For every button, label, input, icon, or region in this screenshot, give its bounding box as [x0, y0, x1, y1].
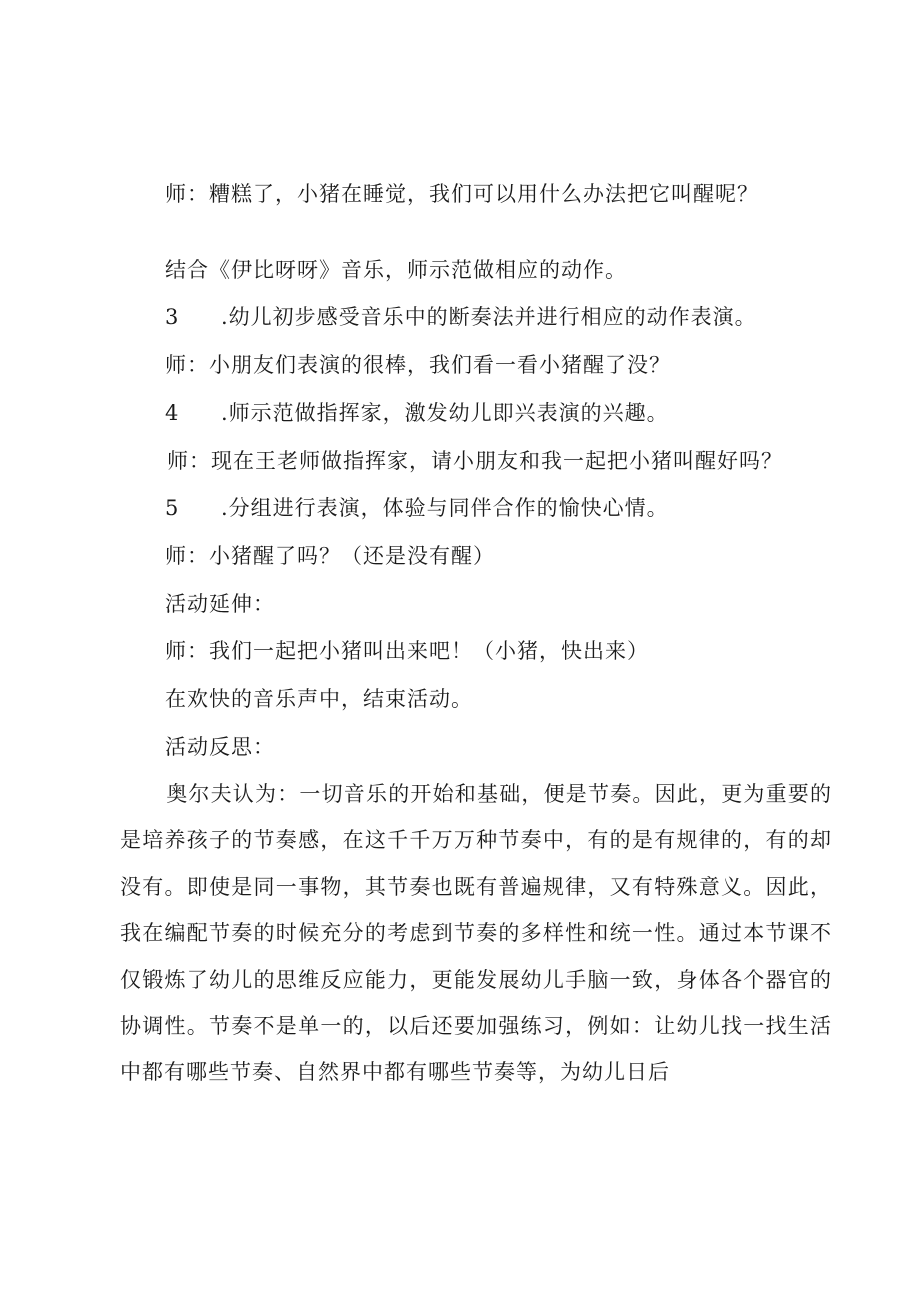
reflection-paragraph: [120, 771, 832, 1096]
teacher-line-wake-pig: 师：糟糕了，小猪在睡觉，我们可以用什么办法把它叫醒呢？: [165, 182, 759, 206]
step-3: [165, 303, 757, 331]
activity-reflection-heading: 活动反思：: [165, 735, 275, 759]
step-5: [165, 494, 669, 522]
teacher-line-pig-awake: 师：小猪醒了吗？（还是没有醒）: [165, 544, 495, 568]
step-5-number: 5: [165, 496, 180, 520]
closing-line: 在欢快的音乐声中，结束活动。: [165, 687, 473, 711]
teacher-line-conductor: 师：现在王老师做指挥家，请小朋友和我一起把小猪叫醒好吗？: [167, 449, 783, 473]
step-3-text: .幼儿初步感受音乐中的断奏法并进行相应的动作表演。: [221, 305, 757, 329]
step-5-text: .分组进行表演，体验与同伴合作的愉快心情。: [221, 496, 669, 520]
activity-extension-heading: 活动延伸：: [165, 592, 275, 616]
step-4-number: 4: [165, 401, 180, 425]
step-4-text: .师示范做指挥家，激发幼儿即兴表演的兴趣。: [221, 401, 669, 425]
step-3-number: 3: [165, 305, 180, 329]
step-4: [165, 399, 669, 427]
reflection-text: 奥尔夫认为：一切音乐的开始和基础，便是节奏。因此，更为重要的是培养孩子的节奏感，在这千千万万种节奏中，有的是有规律的，有的却没有。即使是同一事物，其节奏也既有普遍规律，又有特殊意义。因此，我在编配节奏的时候充分的考虑到节奏的多样性和统一性。通过本节课不仅锻炼了幼儿的思维反应能力，更能发展幼儿手脑一致，身体各个器官的协调性。节奏不是单一的，以后还要加强练习，例如：让幼儿找一找生活中都有哪些节奏、自然界中都有哪些节奏等，为幼儿日后: [120, 782, 832, 1085]
teacher-line-performance: 师：小朋友们表演的很棒，我们看一看小猪醒了没？: [165, 353, 671, 377]
teacher-line-call-pig: 师：我们一起把小猪叫出来吧！（小猪，快出来）: [165, 639, 649, 663]
demo-instruction-line: 结合《伊比呀呀》音乐，师示范做相应的动作。: [165, 258, 627, 282]
